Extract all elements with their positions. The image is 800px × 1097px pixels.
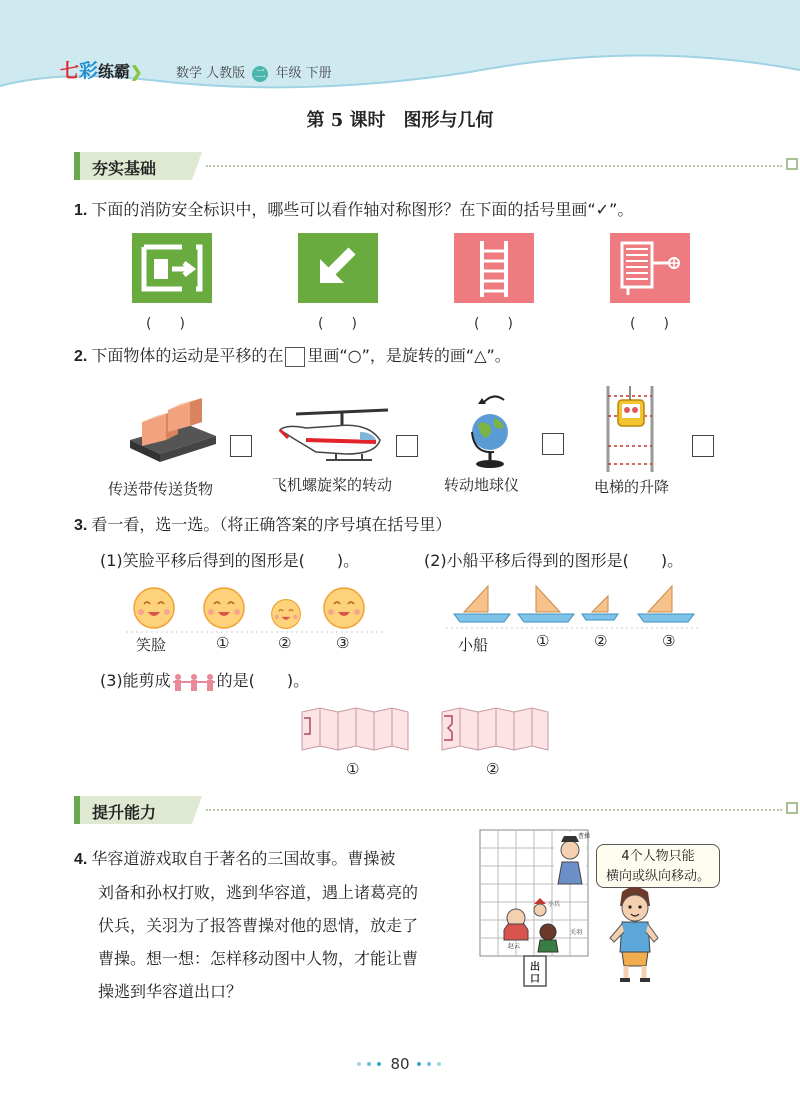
folded-paper-2-figure — [440, 706, 550, 754]
answer-paren-4[interactable]: ( ) — [630, 316, 669, 332]
question-3-part-1: (1)笑脸平移后得到的图形是( )。 — [100, 551, 360, 570]
label-guanyu: 关羽 — [570, 929, 583, 936]
label-boat-3: ③ — [662, 632, 676, 650]
folded-paper-1-figure — [300, 706, 410, 754]
question-3-part-3: (3)能剪成 的是( )。 — [100, 671, 310, 690]
page-title: 第 5 课时 图形与几何 — [306, 110, 494, 131]
label-soldier: 小兵 — [548, 901, 561, 908]
label-boat-2: ② — [594, 632, 608, 650]
exit-sign-icon — [132, 233, 212, 303]
boy-character-icon — [604, 882, 664, 986]
boats-figure — [446, 584, 700, 630]
ladder-sign-icon — [454, 233, 534, 303]
label-boat-1: ① — [536, 632, 550, 650]
answer-box-globe[interactable] — [542, 433, 564, 455]
grade-badge: 二 — [252, 66, 268, 82]
footer-dots-right — [416, 1062, 446, 1066]
book-info: 数学 人教版 二 年级 下册 — [176, 66, 332, 81]
label-face-3: ③ — [336, 634, 350, 652]
question-1: 1. 下面的消防安全标识中，哪些可以看作轴对称图形？在下面的括号里画“✓”。 — [74, 200, 634, 219]
label-face-1: ① — [216, 634, 230, 652]
label-boat-original: 小船 — [458, 636, 489, 654]
smiley-faces-figure — [126, 584, 386, 636]
paper-people-icon — [171, 673, 217, 691]
elevator-icon — [600, 386, 660, 472]
label-caocao: 曹操 — [578, 833, 590, 840]
page-number: 80 — [390, 1055, 410, 1073]
answer-box-helicopter[interactable] — [396, 435, 418, 457]
question-3-part-2: (2)小船平移后得到的图形是( )。 — [424, 551, 684, 570]
caption-helicopter: 飞机螺旋桨的转动 — [272, 476, 393, 494]
conveyor-belt-icon — [126, 396, 218, 466]
huarong-road-board — [478, 828, 590, 988]
inline-square-icon — [285, 347, 305, 367]
answer-paren-2[interactable]: ( ) — [318, 316, 357, 332]
label-face-2: ② — [278, 634, 292, 652]
label-paper-1: ① — [346, 760, 360, 778]
label-zhaoyun: 赵云 — [508, 943, 521, 950]
hose-sign-icon — [610, 233, 690, 303]
exit-label-1: 出 — [530, 962, 540, 973]
question-4: 4. 华容道游戏取自于著名的三国故事。曹操被 刘备和孙权打败，逃到华容道，遇上诸葛亮的 伏兵，关羽为了报答曹操对他的恩情，放走了 曹操。想一想：怎样移动图中人物，才能让曹 操逃到华容道出口？ — [74, 849, 419, 1001]
caption-elevator: 电梯的升降 — [594, 478, 670, 496]
page-header — [0, 0, 800, 110]
globe-icon — [464, 392, 520, 472]
caption-globe: 转动地球仪 — [444, 476, 520, 494]
label-paper-2: ② — [486, 760, 500, 778]
label-face-original: 笑脸 — [136, 636, 167, 654]
answer-box-conveyor[interactable] — [230, 435, 252, 457]
arrow-sign-icon — [298, 233, 378, 303]
exit-label-2: 口 — [530, 974, 540, 985]
header-wave — [0, 0, 800, 110]
caption-conveyor: 传送带传送货物 — [108, 480, 214, 498]
question-2: 2. 下面物体的运动是平移的在 里画“○”，是旋转的画“△”。 — [74, 346, 511, 365]
brand-logo: 七彩练霸❯ — [60, 60, 143, 82]
answer-paren-1[interactable]: ( ) — [146, 316, 185, 332]
answer-box-elevator[interactable] — [692, 435, 714, 457]
helicopter-icon — [276, 404, 394, 468]
question-3: 3. 看一看，选一选。（将正确答案的序号填在括号里） — [74, 515, 452, 534]
answer-paren-3[interactable]: ( ) — [474, 316, 513, 332]
speech-bubble: 4个人物只能 横向或纵向移动。 — [596, 844, 720, 888]
